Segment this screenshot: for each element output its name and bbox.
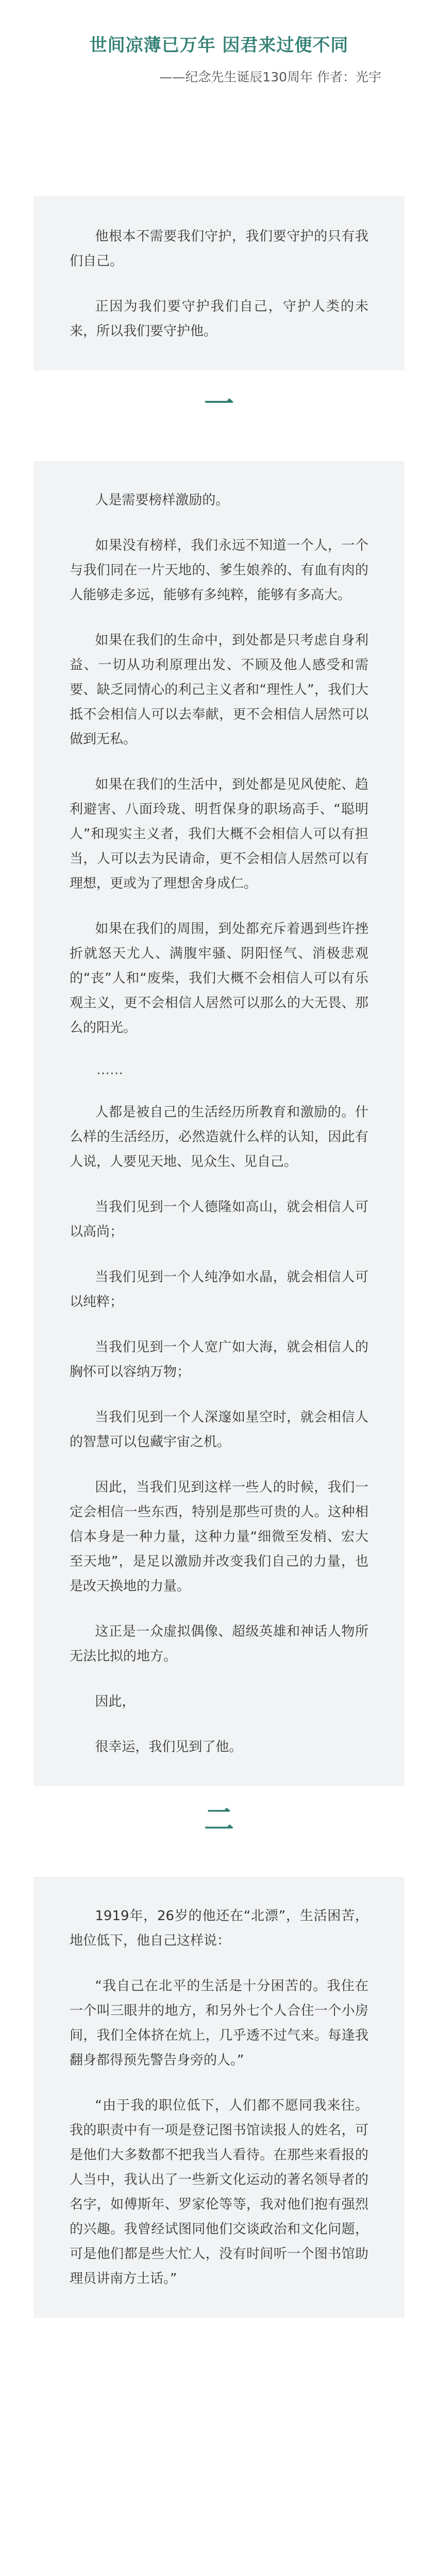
paragraph: 这正是一众虚拟偶像、超级英雄和神话人物所无法比拟的地方。 bbox=[70, 1624, 368, 1664]
paragraph: “由于我的职位低下，人们都不愿同我来往。我的职责中有一项是登记图书馆读报人的姓名，可是他们大多数都不把我当人看待。在那些来看报的人当中，我认出了一些新文化运动的著名领导者的名字，如傅斯年、罗家伦等等，我对他们抱有强烈的兴趣。我曾经试图同他们交谈政治和文化问题，可是他们都是些大忙人，没有时间听一个图书馆助理员讲南方土话。” bbox=[70, 2098, 368, 2286]
article-subtitle: ——纪念先生诞辰130周年 作者：光宇 bbox=[159, 70, 381, 84]
paragraph: 因此，当我们见到这样一些人的时候，我们一定会相信一些东西，特别是那些可贵的人。这种相信本身是一种力量，这种力量“细微至发梢、宏大至天地”，是足以激励并改变我们自己的力量，也是改天换地的力量。 bbox=[70, 1480, 368, 1594]
paragraph: 1919年，26岁的他还在“北漂”，生活困苦，地位低下，他自己这样说： bbox=[70, 1908, 368, 1948]
paragraph: 如果在我们的生活中，到处都是见风使舵、趋利避害、八面玲珑、明哲保身的职场高手、“聪明人”和现实主义者，我们大概不会相信人可以有担当，人可以去为民请命，更不会相信人居然可以有理想，更或为了理想舍身成仁。 bbox=[70, 777, 368, 891]
section-marker-1 bbox=[0, 370, 438, 461]
paragraph: 很幸运，我们见到了他。 bbox=[95, 1739, 243, 1755]
paragraph: “我自己在北平的生活是十分困苦的。我住在一个叫三眼井的地方，和另外七个人合住一个小房间，我们全体挤在炕上，几乎透不过气来。每逢我翻身都得预先警告身旁的人。” bbox=[70, 1978, 368, 2068]
paragraph: 当我们见到一个人宽广如大海，就会相信人的胸怀可以容纳万物； bbox=[70, 1340, 368, 1380]
section-number: 一 bbox=[204, 386, 234, 421]
paragraph: 当我们见到一个人深邃如星空时，就会相信人的智慧可以包藏宇宙之机。 bbox=[70, 1410, 368, 1450]
section-1-block bbox=[33, 461, 405, 1786]
paragraph: 他根本不需要我们守护，我们要守护的只有我们自己。 bbox=[70, 229, 368, 269]
section-number: 二 bbox=[204, 1802, 234, 1837]
paragraph: 当我们见到一个人纯净如水晶，就会相信人可以纯粹； bbox=[70, 1269, 368, 1310]
paragraph: 如果没有榜样，我们永远不知道一个人，一个与我们同在一片天地的、爹生娘养的、有血有肉的人能够走多远，能够有多纯粹，能够有多高大。 bbox=[70, 538, 368, 603]
paragraph: 如果在我们的周围，到处都充斥着遇到些许挫折就怒天尤人、满腹牢骚、阴阳怪气、消极悲观的“丧”人和“废柴，我们大概不会相信人可以有乐观主义，更不会相信人居然可以那么的大无畏、那么的阳光。 bbox=[70, 921, 368, 1036]
ellipsis: …… bbox=[96, 1062, 123, 1078]
paragraph: 如果在我们的生命中，到处都是只考虑自身利益、一切从功利原理出发、不顾及他人感受和需要、缺乏同情心的利己主义者和“理性人”，我们大抵不会相信人可以去奉献，更不会相信人居然可以做到无私。 bbox=[70, 633, 368, 747]
paragraph: 正因为我们要守护我们自己，守护人类的未来，所以我们要守护他。 bbox=[70, 299, 368, 339]
intro-block bbox=[33, 196, 405, 370]
paragraph: 因此， bbox=[95, 1694, 136, 1709]
article-body bbox=[0, 196, 438, 2318]
section-2-block bbox=[33, 1877, 405, 2318]
section-marker-2 bbox=[0, 1786, 438, 1877]
paragraph: 人都是被自己的生活经历所教育和激励的。什么样的生活经历，必然造就什么样的认知，因此有人说，人要见天地、见众生、见自己。 bbox=[70, 1105, 368, 1170]
paragraph: 当我们见到一个人德隆如高山，就会相信人可以高尚； bbox=[70, 1199, 368, 1240]
article-title: 世间凉薄已万年 因君来过便不同 bbox=[89, 35, 349, 56]
paragraph: 人是需要榜样激励的。 bbox=[95, 493, 229, 508]
